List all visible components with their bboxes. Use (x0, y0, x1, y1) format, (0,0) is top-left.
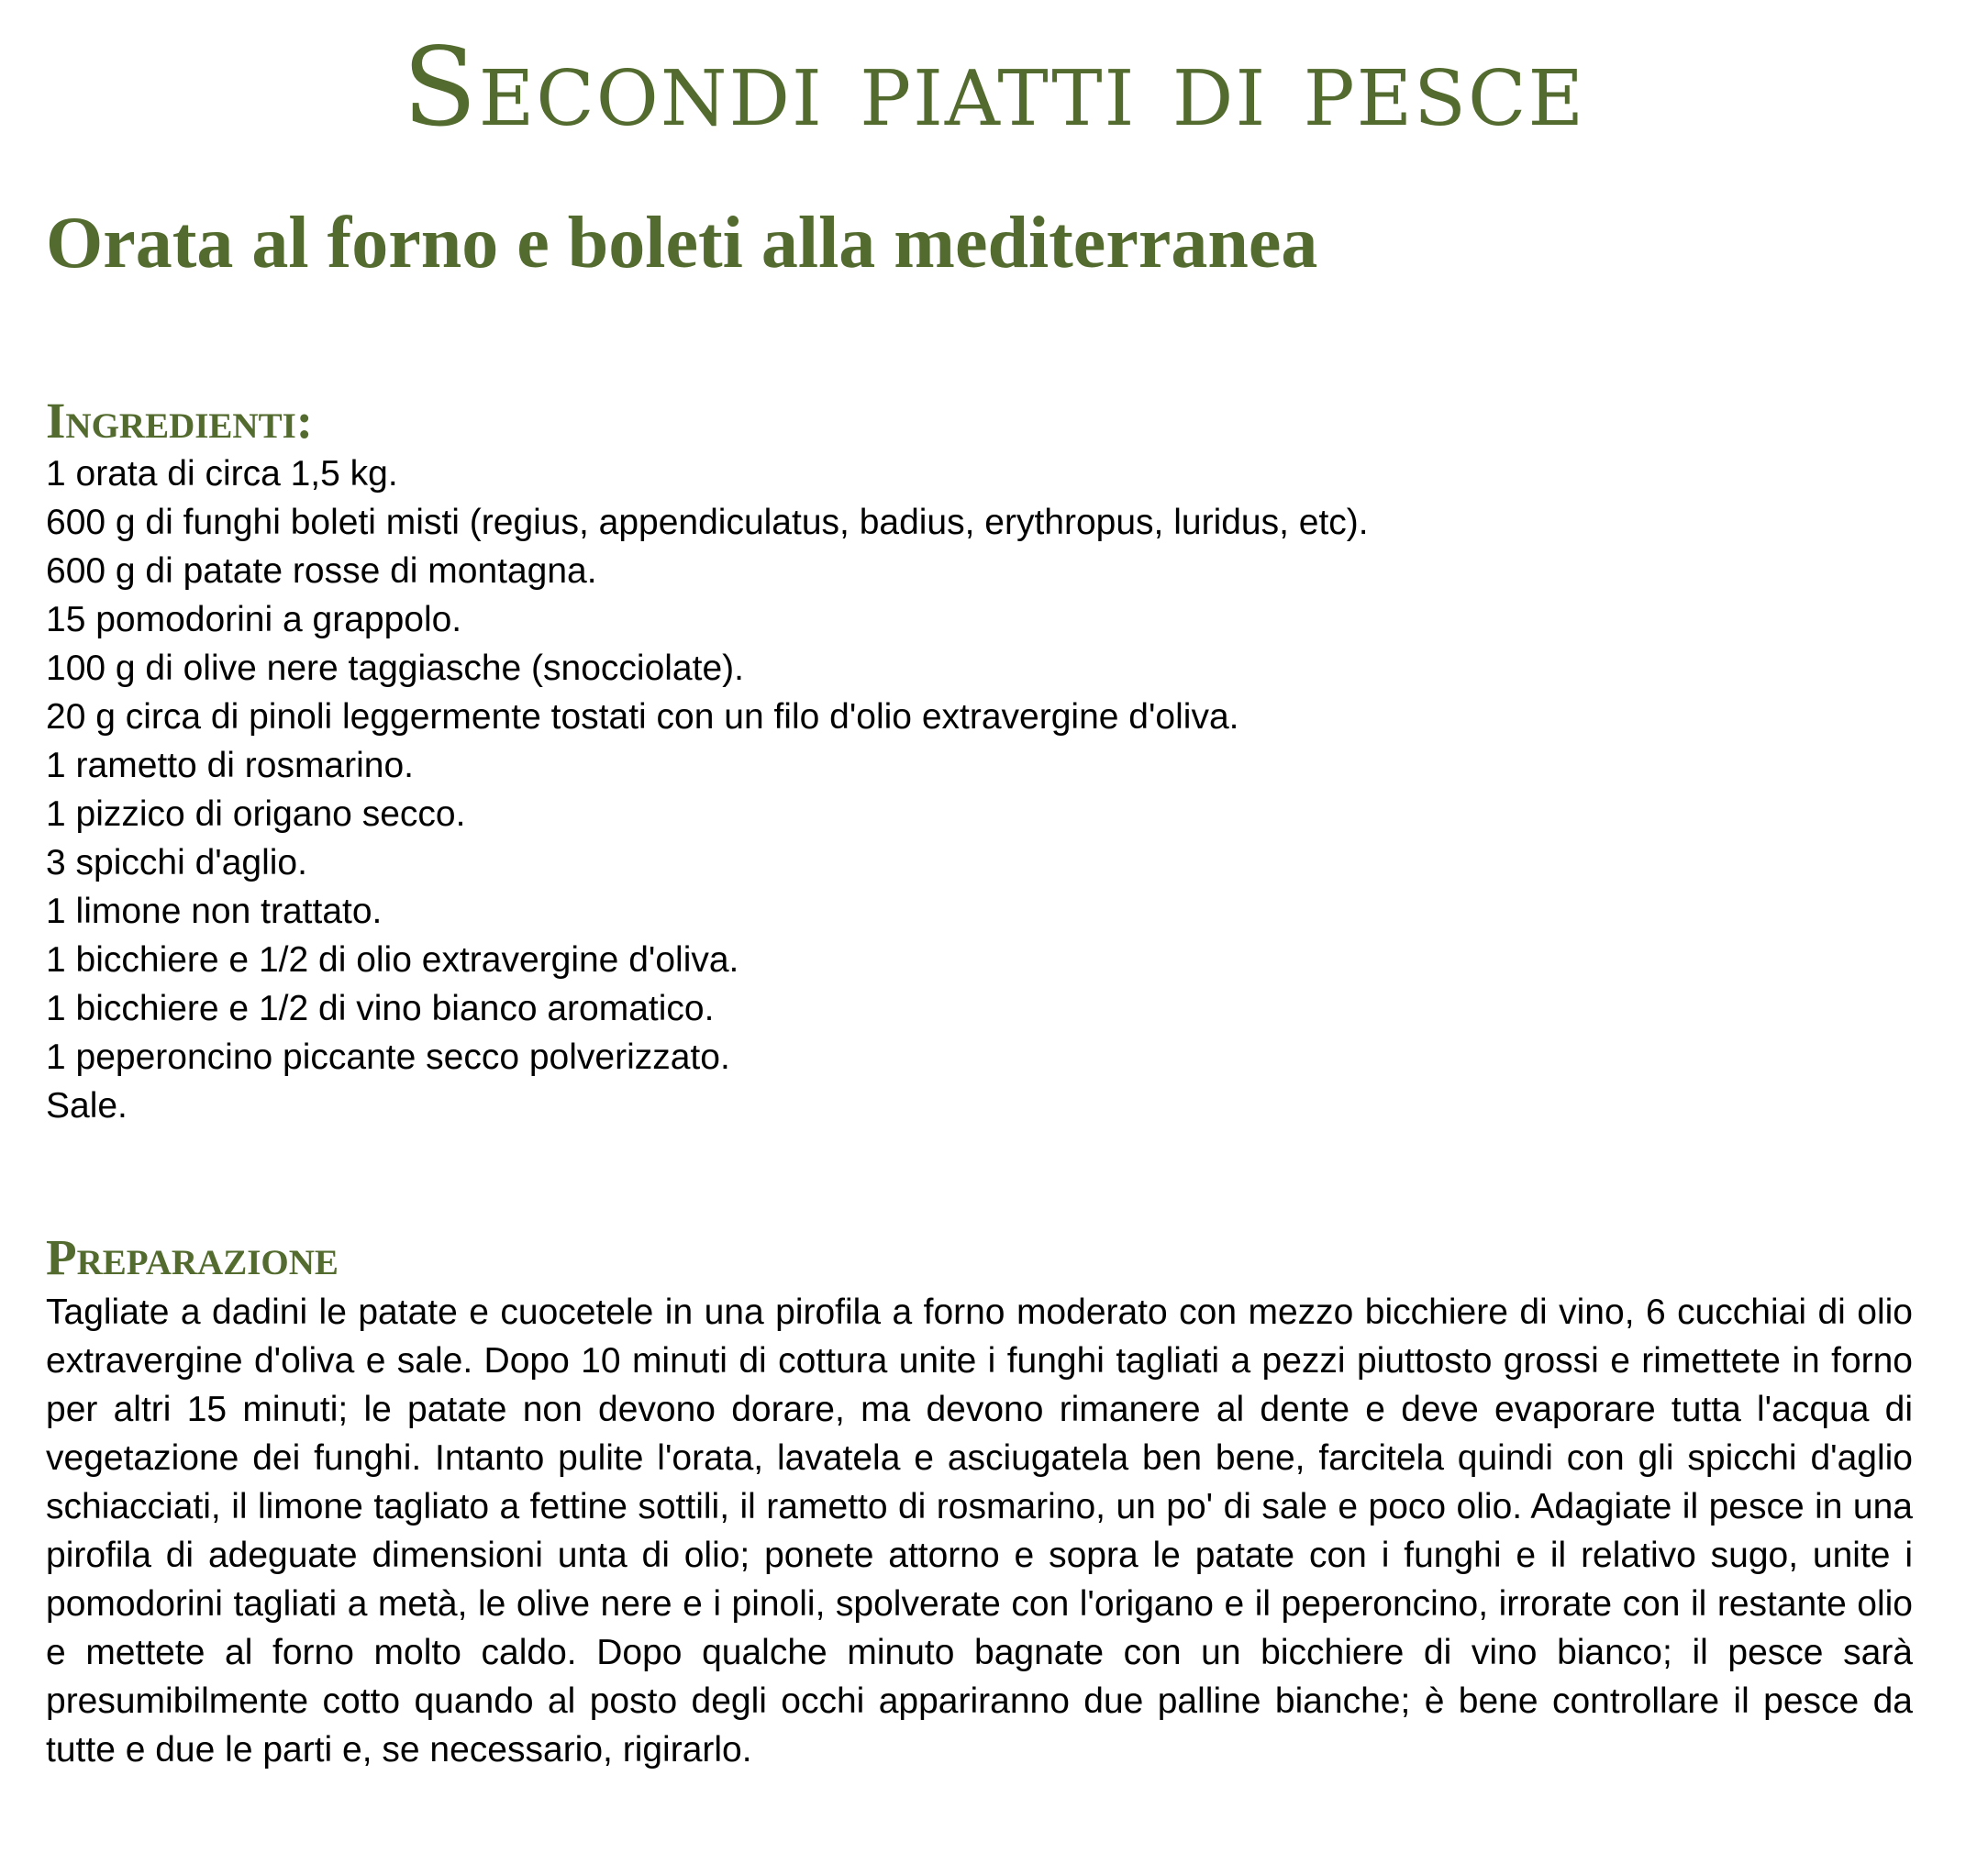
ingredient-item: Sale. (46, 1086, 128, 1126)
preparation-paragraph: Tagliate a dadini le patate e cuocetele in una pirofila a forno moderato con mezzo bicchiere di vino, 6 cucchiai di olio extravergine d'oliva e sale. Dopo 10 minuti di cottura unite i funghi tagliati a pezzi piuttosto grossi e rimettete in forno per altri 15 minuti; le patate non devono dorare, ma devono rimanere al dente e deve evaporare tutta l'acqua di vegetazione dei funghi. Intanto pulite l'orata, lavatela e asciugatela ben bene, farcitela quindi con gli spicchi d'aglio schiacciati, il limone tagliato a fettine sottili, il rametto di rosmarino, un po' di sale e poco olio. Adagiate il pesce in una pirofila di adeguate dimensioni unta di olio; ponete attorno e sopra le patate con i funghi e il relativo sugo, unite i pomodorini tagliati a metà, le olive nere e i pinoli, spolverate con l'origano e il peperoncino, irrorate con il restante olio e mettete al forno molto caldo. Dopo qualche minuto bagnate con un bicchiere di vino bianco; il pesce sarà presumibilmente cotto quando al posto degli occhi appariranno due palline bianche; è bene controllare il pesce da tutte e due le parti e, se necessario, rigirarlo. (46, 1293, 1913, 1770)
ingredient-item: 3 spicchi d'aglio. (46, 843, 307, 882)
ingredient-item: 600 g di patate rosse di montagna. (46, 551, 597, 591)
ingredients-list (46, 449, 1369, 1130)
ingredient-item: 1 orata di circa 1,5 kg. (46, 454, 398, 494)
ingredient-item: 20 g circa di pinoli leggermente tostati con un filo d'olio extravergine d'oliva. (46, 697, 1239, 737)
ingredient-item: 100 g di olive nere taggiasche (snocciolate). (46, 649, 744, 688)
ingredient-item: 1 bicchiere e 1/2 di vino bianco aromatico. (46, 989, 715, 1028)
page-title: Secondi piatti di pesce (402, 24, 1586, 150)
ingredient-item: 1 bicchiere e 1/2 di olio extravergine d'oliva. (46, 940, 739, 980)
ingredient-item: 1 rametto di rosmarino. (46, 746, 414, 785)
ingredients-heading: Ingredienti: (46, 393, 314, 449)
recipe-title: Orata al forno e boleti alla mediterranea (46, 203, 1318, 283)
ingredient-item: 1 pizzico di origano secco. (46, 794, 466, 834)
ingredient-item: 1 peperoncino piccante secco polverizzato. (46, 1037, 730, 1077)
ingredient-item: 600 g di funghi boleti misti (regius, appendiculatus, badius, erythropus, luridus, etc). (46, 503, 1369, 542)
ingredient-item: 1 limone non trattato. (46, 892, 383, 931)
ingredient-item: 15 pomodorini a grappolo. (46, 600, 462, 639)
preparation-heading: Preparazione (46, 1229, 339, 1285)
